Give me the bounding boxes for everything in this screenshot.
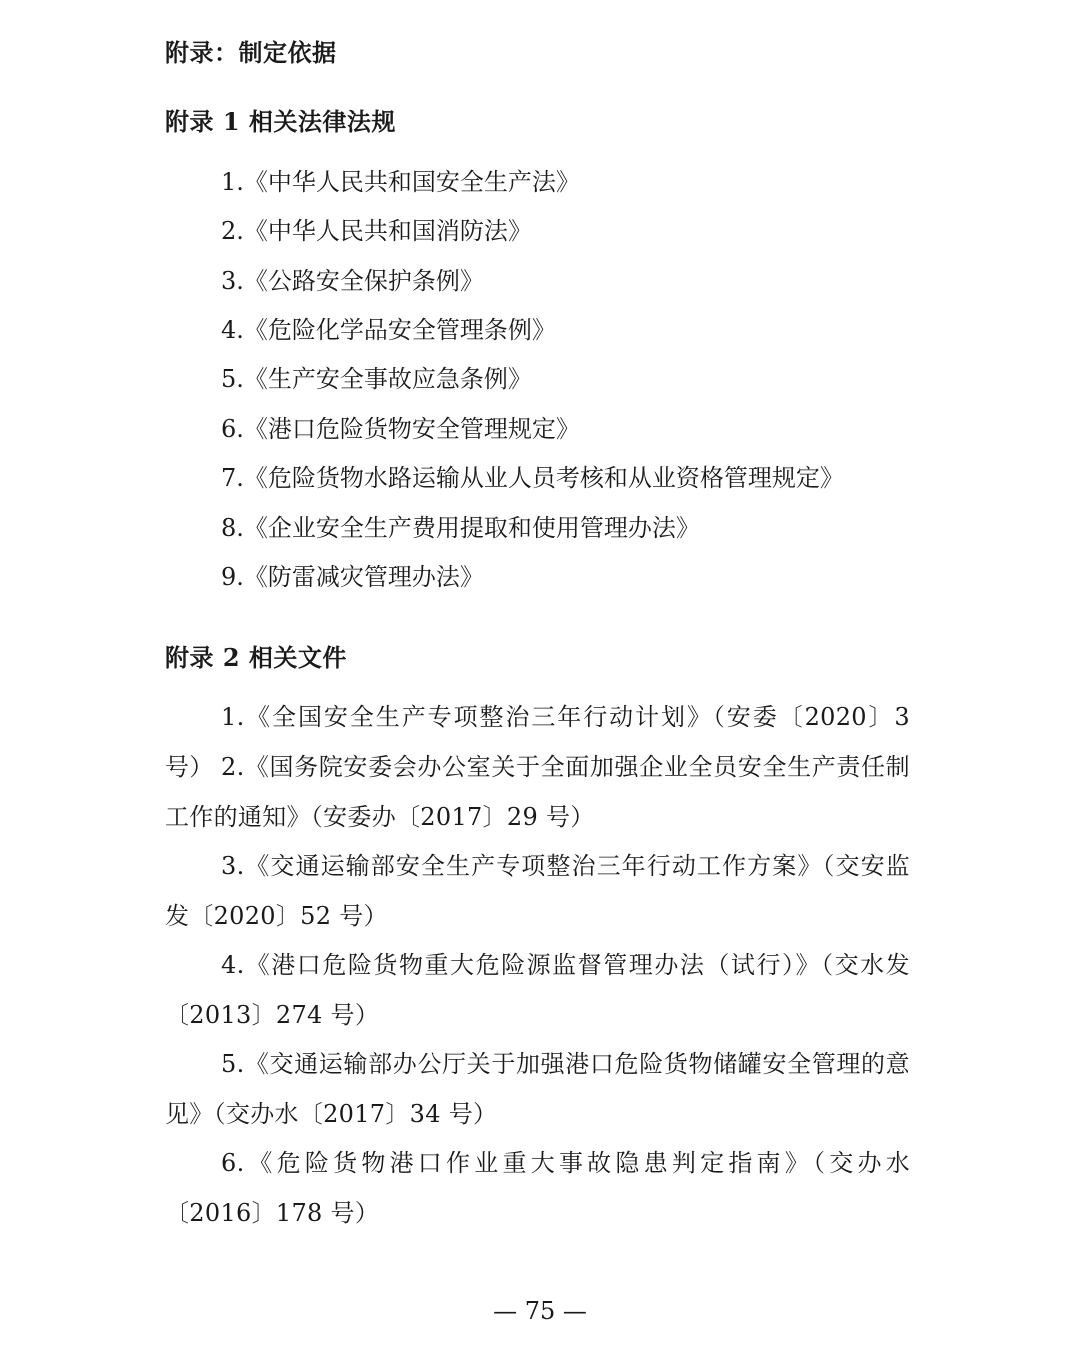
- document-item: 1.《全国安全生产专项整治三年行动计划》（安委〔2020〕3 号）: [165, 703, 910, 781]
- law-item: 6.《港口危险货物安全管理规定》: [221, 415, 580, 443]
- law-item: 5.《生产安全事故应急条例》: [221, 365, 532, 393]
- document-item: 4.《港口危险货物重大危险源监督管理办法（试行）》（交水发〔2013〕274 号）: [165, 951, 910, 1029]
- law-item: 1.《中华人民共和国安全生产法》: [221, 168, 580, 196]
- page-title: 附录：制定依据: [165, 38, 337, 67]
- document-item: 2.《国务院安委会办公室关于全面加强企业全员安全生产责任制工作的通知》（安委办〔2017〕29 号）: [165, 753, 910, 831]
- law-item: 4.《危险化学品安全管理条例》: [221, 316, 556, 344]
- section-heading-documents: 附录 2 相关文件: [165, 643, 347, 672]
- law-item: 9.《防雷减灾管理办法》: [221, 563, 484, 591]
- page-number: — 75 —: [493, 1297, 587, 1325]
- section-heading-laws: 附录 1 相关法律法规: [165, 107, 396, 136]
- law-item: 8.《企业安全生产费用提取和使用管理办法》: [221, 514, 700, 542]
- document-item: 6.《危险货物港口作业重大事故隐患判定指南》（交办水〔2016〕178 号）: [165, 1149, 910, 1227]
- law-item: 3.《公路安全保护条例》: [221, 267, 484, 295]
- document-item: 5.《交通运输部办公厅关于加强港口危险货物储罐安全管理的意见》（交办水〔2017〕34 号）: [165, 1050, 910, 1128]
- law-item: 2.《中华人民共和国消防法》: [221, 217, 532, 245]
- law-item: 7.《危险货物水路运输从业人员考核和从业资格管理规定》: [221, 464, 844, 492]
- document-item: 3.《交通运输部安全生产专项整治三年行动工作方案》（交安监发〔2020〕52 号）: [165, 852, 910, 930]
